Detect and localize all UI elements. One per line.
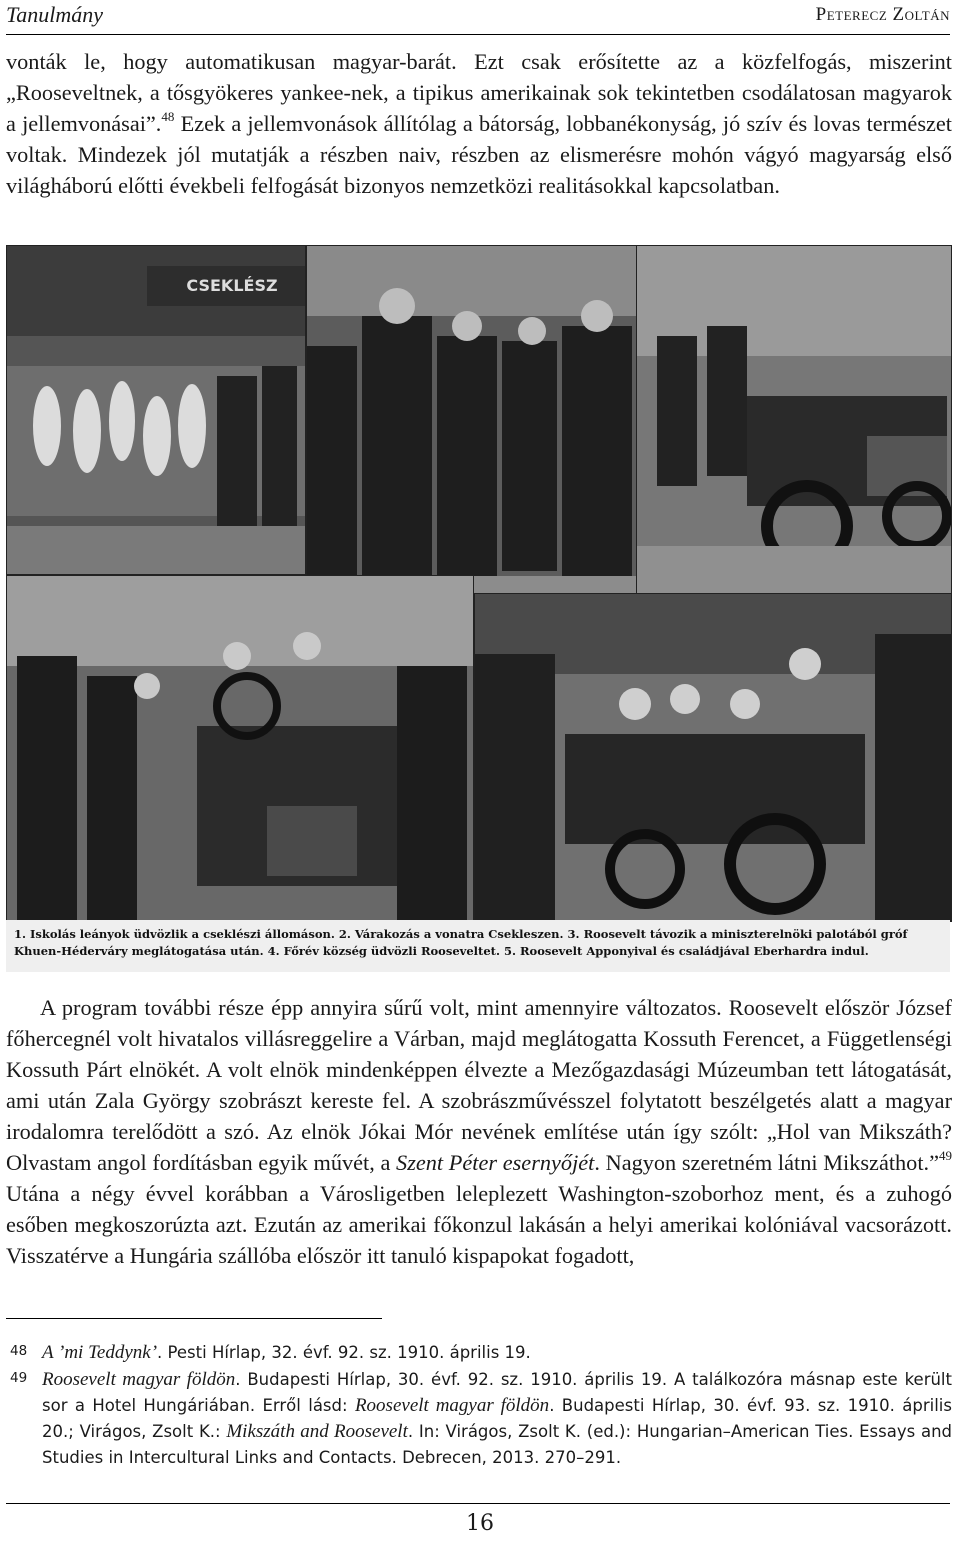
paragraph-1-text-a: vonták le, hogy automatikusan magyar-barát. Ezt csak erősítette az a közfelfogás, miszerint „Rooseveltnek, a tősgyökeres yankee-nek, a tipikus amerikainak sok tekintetben csodálatosan magyarok a jellemvonásai”. bbox=[6, 49, 952, 136]
paragraph-2-text-c: Utána a négy évvel korábban a Városligetben leleplezett Washington-szoborhoz ment, és a zuhogó esőben megkoszorúzta azt. Ezután az amerikai főkonzul lakásán a helyi amerikai kolóniával vacsorázott. Visszatérve a Hungária szállóba először itt tanuló kispapokat fogadott, bbox=[6, 1181, 952, 1268]
paragraph-2-text-b: . Nagyon szeretném látni Mikszáthot.” bbox=[594, 1150, 939, 1175]
footnote-48 bbox=[6, 1340, 952, 1366]
footnote-ref-49[interactable]: 49 bbox=[939, 1148, 952, 1163]
footnote-number: 48 bbox=[10, 1343, 28, 1359]
book-title: Szent Péter esernyőjét bbox=[396, 1150, 595, 1175]
footnote-49 bbox=[6, 1367, 952, 1471]
photo-schoolgirls-station bbox=[6, 245, 306, 575]
footnote-title: Roosevelt magyar földön bbox=[42, 1369, 236, 1390]
footnote-ref-48[interactable]: 48 bbox=[161, 109, 175, 124]
footnote-text: . In: Virágos, Zsolt K. (ed.): Hungarian–American Ties. Essays and Studies in Intercultural Links and Contacts. Debrecen, 2013. 270–291. bbox=[42, 1422, 953, 1467]
footnote-title: A ’mi Teddynk’ bbox=[42, 1342, 158, 1363]
header-author: Peterecz Zoltán bbox=[815, 4, 950, 25]
footnote-text: . Budapesti Hírlap, 30. évf. 93. sz. 1910. április 20.; Virágos, Zsolt K.: bbox=[42, 1396, 952, 1441]
running-header bbox=[6, 0, 950, 35]
footer-rule bbox=[6, 1503, 950, 1504]
photo-roosevelt-apponyi-departure bbox=[474, 593, 952, 922]
paragraph-1 bbox=[6, 46, 952, 201]
page-number: 16 bbox=[466, 1511, 494, 1536]
footnote-number: 49 bbox=[10, 1370, 28, 1386]
station-sign: CSEKLÉSZ bbox=[186, 276, 278, 295]
collage-caption: 1. Iskolás leányok üdvözlik a cseklészi állomáson. 2. Várakozás a vonatra Csekleszen. 3. Roosevelt távozik a miniszterelnöki palotából gróf Khuen-Héderváry meglátogatása után. 4. Főrév község üdvözli Rooseveltet. 5. Roosevelt Apponyival és családjával Eberhardra indul. bbox=[6, 920, 950, 972]
footnote-title-3: Mikszáth and Roosevelt bbox=[226, 1421, 408, 1442]
paragraph-2-text-a: A program további része épp annyira sűrű volt, mint amennyire változatos. Roosevelt először József főhercegnél volt hivatalos villásreggelire a Várban, majd meglátogatta Kossuth Ferencet, a Függetlenségi Kossuth Párt elnökét. A volt elnök mindenképpen élvezte a Mezőgazdasági Múzeumban tett látogatását, ami után Zala György szobrászt kereste fel. A szobrászművésszel folytatott beszélgetés alatt a magyar irodalomra terelődött a szó. Az elnök Jókai Mór nevének említése után így szólt: „Hol van Mikszáth? Olvastam angol fordításban egyik művét, a bbox=[6, 995, 952, 1175]
footnote-title-2: Roosevelt magyar földön bbox=[354, 1395, 550, 1416]
photo-waiting-for-train bbox=[306, 245, 638, 625]
footnote-text: . Pesti Hírlap, 32. évf. 92. sz. 1910. április 19. bbox=[157, 1343, 531, 1362]
paragraph-2 bbox=[6, 992, 952, 1271]
header-section-label: Tanulmány bbox=[6, 2, 103, 27]
paragraph-1-text-b: Ezek a jellemvonások állítólag a bátorság, lobbanékonyság, jó szív és lovas természet voltak. Mindezek jól mutatják a részben naiv, részben az elismerésre mohón vágyó magyarság első világháború előtti évekbeli felfogását bizonyos nemzetközi realitásokkal kapcsolatban. bbox=[6, 111, 952, 198]
photo-roosevelt-departs-palace bbox=[636, 245, 952, 607]
photo-forev-greets-roosevelt bbox=[6, 575, 474, 922]
footnote-separator bbox=[6, 1318, 382, 1319]
footnote-text: . Budapesti Hírlap, 30. évf. 92. sz. 1910. április 19. A találkozóra másnap este került sor a Hotel Hungáriában. Erről lásd: bbox=[42, 1370, 952, 1415]
